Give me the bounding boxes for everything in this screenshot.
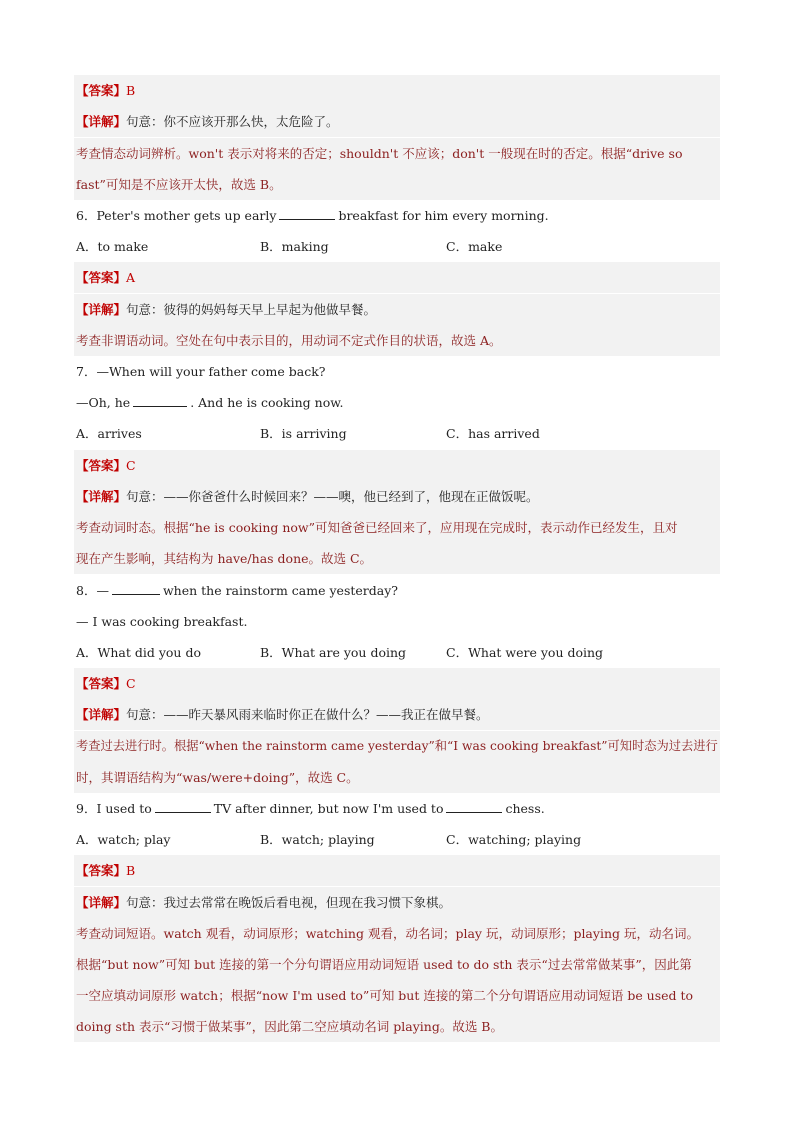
answer-label: 【答案】 [76,863,127,878]
blank-line [155,800,211,813]
detail-text: 句意：——你爸爸什么时候回来？——噢，他已经到了，他现在正做饭呢。 [126,489,539,504]
detail-label: 【详解】 [76,707,127,722]
detail-text: 句意：你不应该开那么快，太危险了。 [126,114,339,129]
explanation-line: 考查过去进行时。根据“when the rainstorm came yesterday”和“I was cooking breakfast”可知时态为过去进行 [74,731,720,762]
option-b: B．making [260,239,329,254]
answer-label: 【答案】 [76,270,127,285]
detail-row [74,699,720,730]
option-a: A．to make [76,239,149,254]
detail-text: 句意：我过去常常在晚饭后看电视，但现在我习惯下象棋。 [126,895,452,910]
options-row [74,418,720,449]
detail-label: 【详解】 [76,489,127,504]
answer-value: C [126,458,136,473]
stem-text: TV after dinner, but now I'm used to [213,801,444,816]
question-stem [74,575,720,606]
explanation-line: 现在产生影响，其结构为 have/has done。故选 C。 [74,543,720,574]
question-stem [74,387,720,418]
answer-value: B [126,863,136,878]
option-c: C．make [446,239,503,254]
answer-row [74,855,720,886]
option-a: A．arrives [76,426,142,441]
stem-text: —Oh, he [76,395,131,410]
option-b: B．What are you doing [260,645,407,660]
stem-text: 6．Peter's mother gets up early [76,208,277,223]
options-row [74,637,720,668]
question-stem [74,200,720,231]
detail-row [74,481,720,512]
options-row [74,824,720,855]
detail-label: 【详解】 [76,895,127,910]
option-b: B．watch; playing [260,832,375,847]
explanation-line: 考查情态动词辨析。won't 表示对将来的否定；shouldn't 不应该；don't 一般现在时的否定。根据“drive so [74,138,720,169]
option-a: A．What did you do [76,645,201,660]
explanation-line: 考查非谓语动词。空处在句中表示目的，用动词不定式作目的状语，故选 A。 [74,325,720,356]
detail-label: 【详解】 [76,302,127,317]
stem-text: 9．I used to [76,801,152,816]
answer-label: 【答案】 [76,676,127,691]
detail-text: 句意：彼得的妈妈每天早上早起为他做早餐。 [126,302,377,317]
options-row [74,231,720,262]
blank-line [133,394,187,407]
answer-value: B [126,83,136,98]
detail-text: 句意：——昨天暴风雨来临时你正在做什么？——我正在做早餐。 [126,707,489,722]
stem-text: 8．— [76,583,109,598]
detail-row [74,887,720,918]
explanation-line: 考查动词短语。watch 观看，动词原形；watching 观看，动名词；play 玩，动词原形；playing 玩，动名词。 [74,918,720,949]
blank-line [279,207,335,220]
option-c: C．watching; playing [446,832,582,847]
stem-text: when the rainstorm came yesterday? [162,583,398,598]
answer-value: C [126,676,136,691]
answer-row [74,668,720,699]
detail-row [74,294,720,325]
stem-text: . And he is cooking now. [190,395,344,410]
answer-label: 【答案】 [76,83,127,98]
explanation-line: fast”可知是不应该开太快，故选 B。 [74,169,720,200]
option-b: B．is arriving [260,426,347,441]
option-c: C．What were you doing [446,645,604,660]
blank-line [112,582,160,595]
question-stem: — I was cooking breakfast. [76,614,248,629]
explanation-line: 考查动词时态。根据“he is cooking now”可知爸爸已经回来了，应用现在完成时，表示动作已经发生，且对 [74,512,720,543]
answer-row [74,262,720,293]
explanation-line: 根据“but now”可知 but 连接的第一个分句谓语应用动词短语 used to do sth 表示“过去常常做某事”，因此第 [74,949,720,980]
option-a: A．watch; play [76,832,171,847]
explanation-line: 时，其谓语结构为“was/were+doing”，故选 C。 [74,762,720,793]
stem-text: chess. [505,801,545,816]
detail-label: 【详解】 [76,114,127,129]
answer-value: A [126,270,136,285]
question-stem [74,793,720,824]
explanation-line: doing sth 表示“习惯于做某事”，因此第二空应填动名词 playing。故选 B。 [74,1011,720,1042]
option-c: C．has arrived [446,426,540,441]
explanation-line: 一空应填动词原形 watch；根据“now I'm used to”可知 but 连接的第二个分句谓语应用动词短语 be used to [74,980,720,1011]
answer-row [74,75,720,106]
blank-line [446,800,502,813]
question-stem: 7．—When will your father come back? [76,364,326,379]
detail-row [74,106,720,137]
stem-text: breakfast for him every morning. [338,208,549,223]
answer-row [74,450,720,481]
answer-label: 【答案】 [76,458,127,473]
